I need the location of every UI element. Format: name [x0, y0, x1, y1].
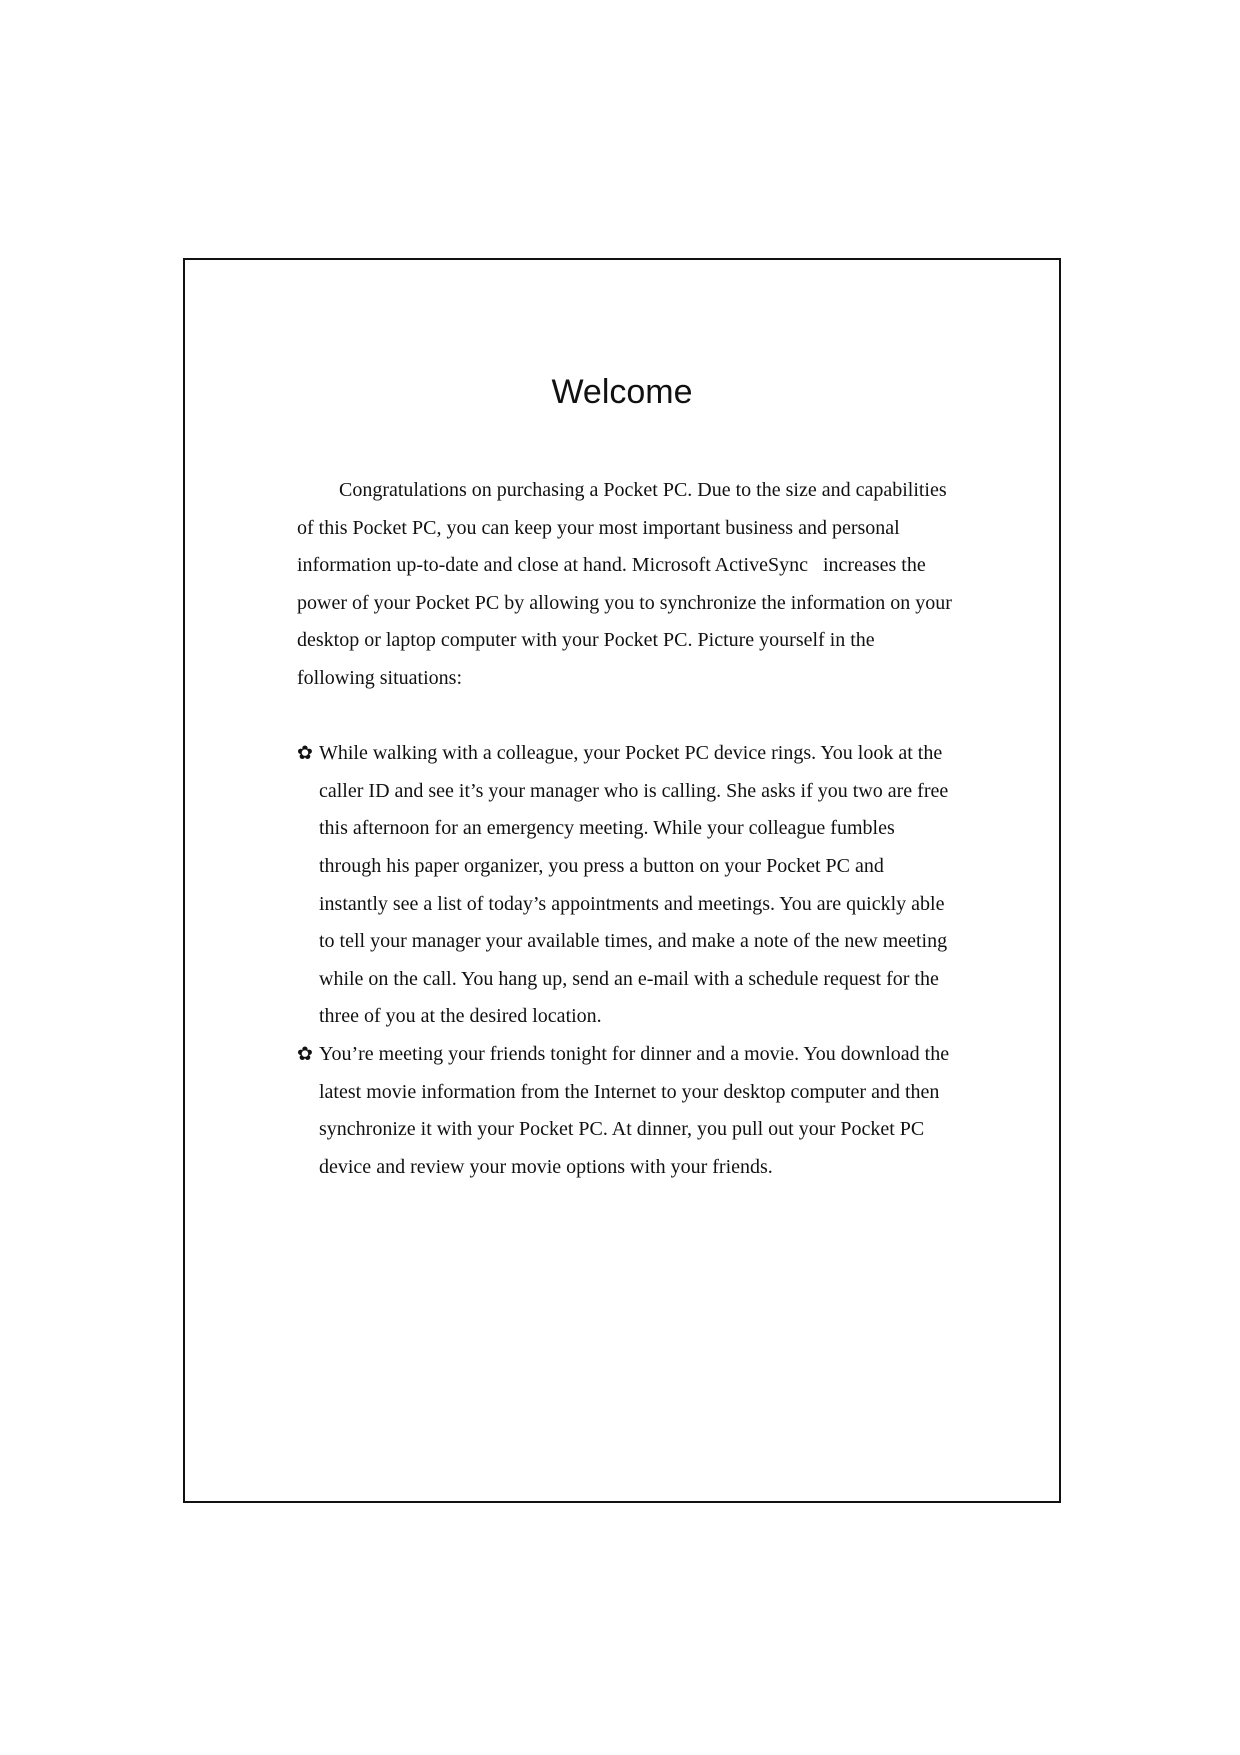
flower-bullet-icon: ✿ [297, 743, 313, 765]
list-item [297, 1036, 955, 1186]
page-frame [183, 258, 1061, 1503]
intro-paragraph: Congratulations on purchasing a Pocket PC. Due to the size and capabilities of this Pocket PC, you can keep your most important business and personal information up-to-date and close at hand. Microsoft ActiveSync increases the power of your Pocket PC by allowing you to synchronize the information on your desktop or laptop computer with your Pocket PC. Picture yourself in the following situations: [297, 479, 952, 689]
flower-bullet-icon: ✿ [297, 1043, 313, 1065]
page-content [297, 472, 955, 1186]
situation-list [297, 735, 955, 1186]
page-title: Welcome [551, 373, 693, 411]
list-item-text: You’re meeting your friends tonight for dinner and a movie. You download the latest movie information from the Internet to your desktop computer and then synchronize it with your Pocket PC. At dinner, you pull out your Pocket PC device and review your movie options with your friends. [319, 1042, 950, 1178]
list-item-text: While walking with a colleague, your Pocket PC device rings. You look at the caller ID and see it’s your manager who is calling. She asks if you two are free this afternoon for an emergency meeting. While your colleague fumbles through his paper organizer, you press a button on your Pocket PC and instantly see a list of today’s appointments and meetings. You are quickly able to tell your manager your available times, and make a note of the new meeting while on the call. You hang up, send an e-mail with a schedule request for the three of you at the desired location. [319, 742, 949, 1028]
list-item [297, 735, 955, 1036]
